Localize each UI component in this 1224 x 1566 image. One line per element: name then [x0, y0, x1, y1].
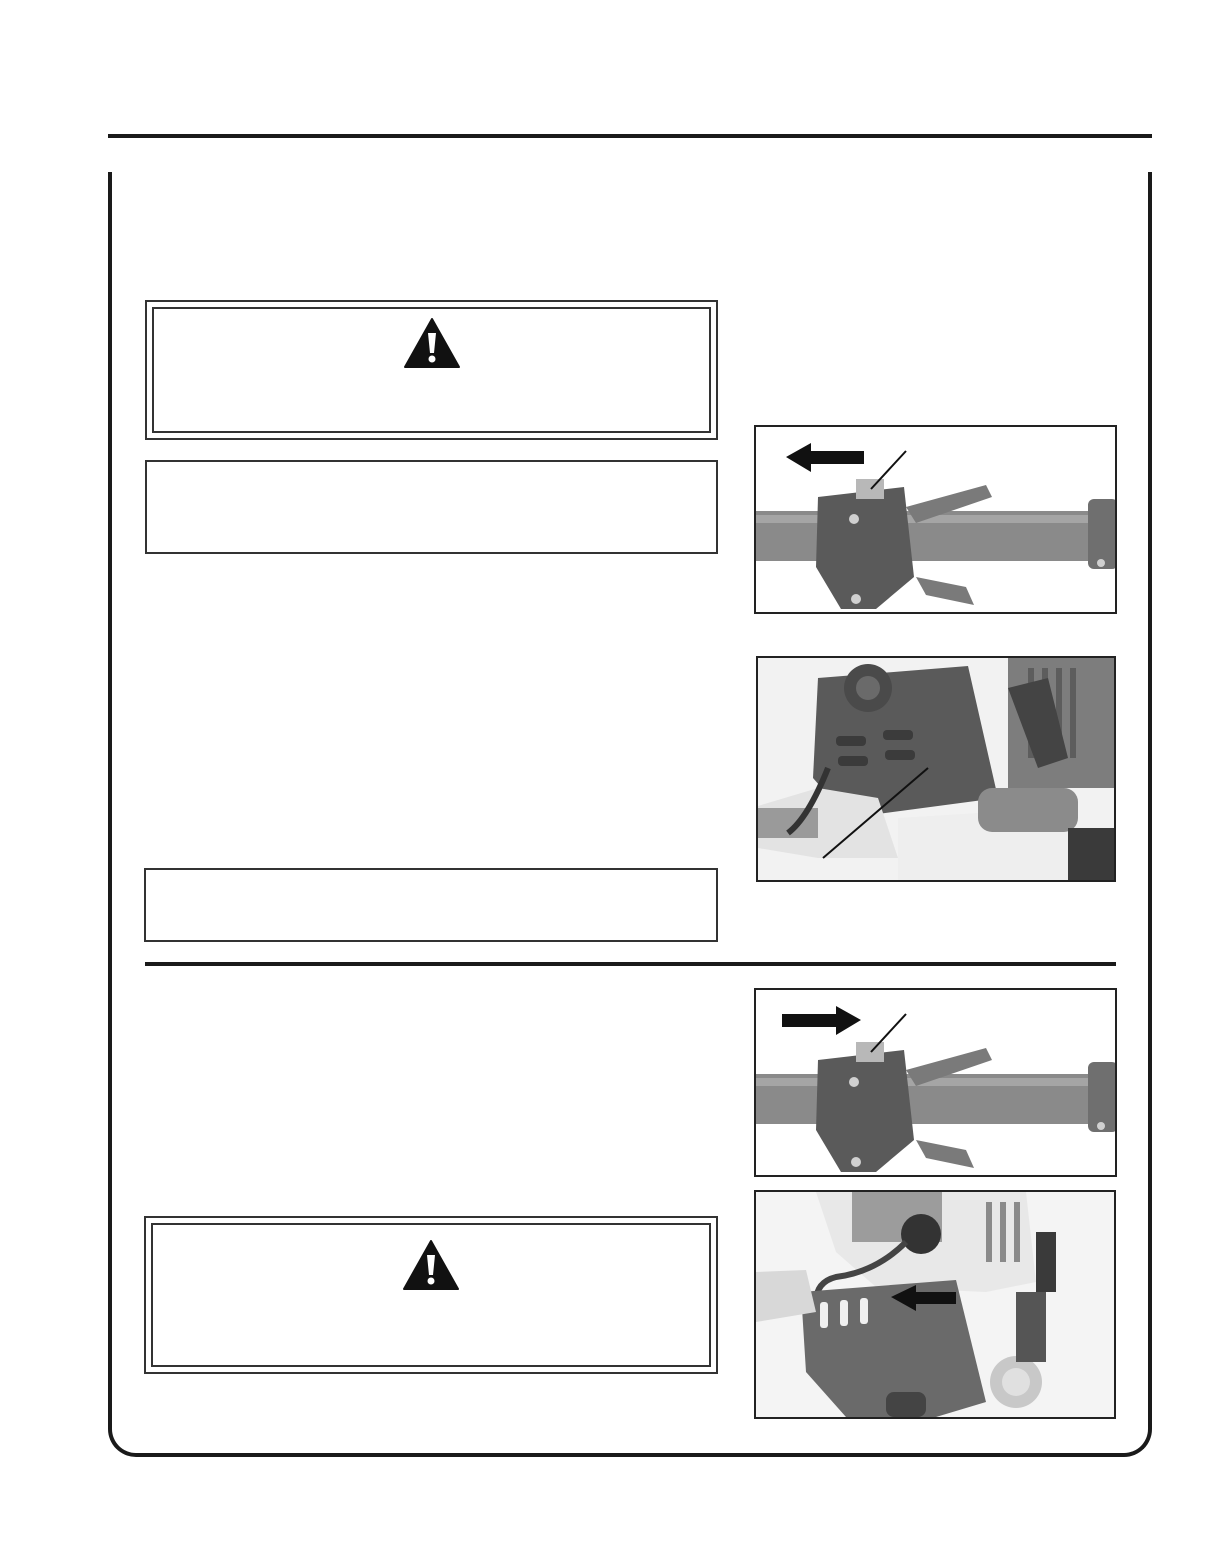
- top-rule: [108, 134, 1152, 138]
- figure-throttle-handle-1: [754, 425, 1117, 614]
- section-divider: [145, 962, 1116, 966]
- left-arrow-icon: [786, 443, 864, 472]
- right-arrow-icon: [782, 1006, 861, 1035]
- warning-triangle-icon: [403, 317, 461, 369]
- warning-triangle-icon: [402, 1239, 460, 1291]
- figure-throttle-handle-2: [754, 988, 1117, 1177]
- warning-box-1-inner: [152, 307, 711, 433]
- warning-box-1: [145, 300, 718, 440]
- note-box-1: [145, 460, 718, 554]
- warning-box-2-inner: [151, 1223, 711, 1367]
- figure-air-cleaner: [754, 1190, 1116, 1419]
- warning-box-2: [144, 1216, 718, 1374]
- figure-engine-choke: [756, 656, 1116, 882]
- note-box-2: [144, 868, 718, 942]
